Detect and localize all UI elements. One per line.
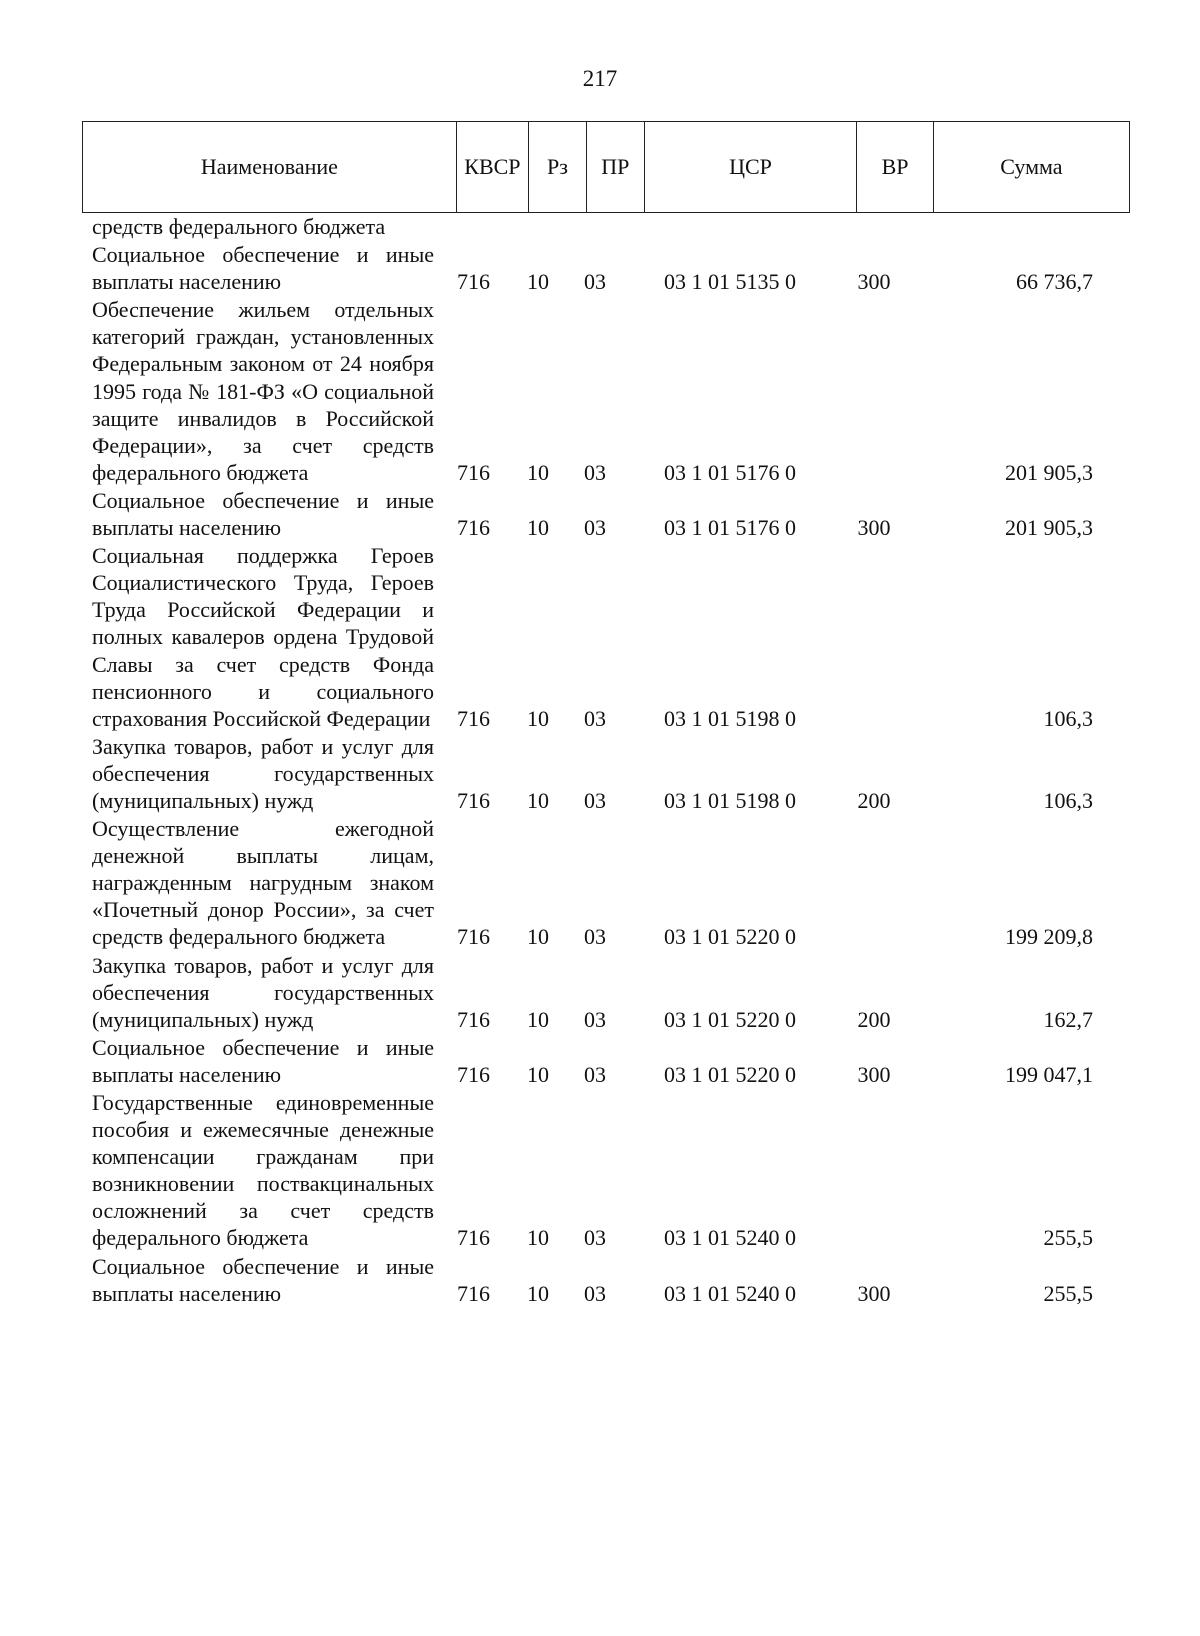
row-csr: 03 1 01 5198 0: [664, 787, 796, 813]
row-name: Закупка товаров, работ и услуг для обеспечения государственных (муниципальных) нужд: [92, 733, 434, 813]
row-vr: 200: [857, 787, 891, 813]
row-csr: 03 1 01 5198 0: [664, 705, 796, 731]
table-row: [82, 1253, 1130, 1307]
row-name: Социальная поддержка Героев Социалистического Труда, Героев Труда Российской Федерации и полных кавалеров ордена Трудовой Славы за счет средств Фонда пенсионного и социального страхования Российской Федерации: [92, 543, 434, 731]
row-csr: 03 1 01 5240 0: [664, 1280, 796, 1306]
row-sum: 199 209,8: [1005, 924, 1093, 950]
table-row: [82, 1089, 1130, 1252]
row-csr: 03 1 01 5220 0: [664, 1006, 796, 1032]
row-rz: 10: [527, 1061, 549, 1087]
row-sum: 66 736,7: [1016, 269, 1093, 295]
row-vr: 300: [857, 269, 891, 295]
row-pr: 03: [584, 515, 606, 541]
row-kvsr: 716: [457, 459, 490, 485]
row-vr: 300: [857, 515, 891, 541]
row-name: Социальное обеспечение и иные выплаты населению: [92, 487, 434, 541]
row-csr: 03 1 01 5135 0: [664, 269, 796, 295]
table-row: [82, 542, 1130, 732]
row-rz: 10: [527, 1225, 549, 1251]
row-csr: 03 1 01 5240 0: [664, 1225, 796, 1251]
row-pr: 03: [584, 924, 606, 950]
row-rz: 10: [527, 459, 549, 485]
row-vr: 200: [857, 1006, 891, 1032]
row-pr: 03: [584, 705, 606, 731]
column-header-vr: ВР: [857, 122, 933, 213]
row-pr: 03: [584, 1280, 606, 1306]
row-kvsr: 716: [457, 1061, 490, 1087]
column-header-rz: Рз: [529, 122, 587, 213]
row-pr: 03: [584, 1006, 606, 1032]
column-header-kvsr: КВСР: [456, 122, 528, 213]
row-sum: 199 047,1: [1005, 1061, 1093, 1087]
row-name: Социальное обеспечение и иные выплаты населению: [92, 242, 434, 295]
row-kvsr: 716: [457, 515, 490, 541]
row-rz: 10: [527, 924, 549, 950]
table-rows: [82, 241, 1130, 1307]
table-body: [82, 213, 1130, 1308]
row-sum: 201 905,3: [1005, 515, 1093, 541]
row-sum: 255,5: [1043, 1225, 1093, 1251]
row-kvsr: 716: [457, 787, 490, 813]
table-row: [82, 1034, 1130, 1088]
row-rz: 10: [527, 269, 549, 295]
row-kvsr: 716: [457, 924, 490, 950]
column-header-pr: ПР: [586, 122, 644, 213]
table-row: [82, 241, 1130, 295]
row-vr: 300: [857, 1280, 891, 1306]
table-row: [82, 296, 1130, 486]
table-row-continuation: [82, 213, 1130, 240]
row-csr: 03 1 01 5176 0: [664, 459, 796, 485]
row-csr: 03 1 01 5220 0: [664, 1061, 796, 1087]
row-rz: 10: [527, 1006, 549, 1032]
row-name: Осуществление ежегодной денежной выплаты лицам, награжденным нагрудным знаком «Почетный донор России», за счет средств федерального бюджета: [92, 816, 434, 950]
row-rz: 10: [527, 705, 549, 731]
row-name: Социальное обеспечение и иные выплаты населению: [92, 1034, 434, 1087]
table-row: [82, 952, 1130, 1033]
row-sum: 106,3: [1043, 705, 1093, 731]
row-sum: 201 905,3: [1005, 459, 1093, 485]
row-pr: 03: [584, 269, 606, 295]
column-header-name: Наименование: [83, 122, 457, 213]
row-rz: 10: [527, 515, 549, 541]
row-kvsr: 716: [457, 1280, 490, 1306]
page-number: 217: [582, 66, 618, 91]
row-name: Обеспечение жильем отдельных категорий граждан, установленных Федеральным законом от 24 ноября 1995 года № 181-ФЗ «О социальной защите инвалидов в Российской Федерации», за счет средств федерального бюджета: [92, 297, 434, 485]
table-row: [82, 487, 1130, 541]
row-pr: 03: [584, 1225, 606, 1251]
row-sum: 106,3: [1043, 787, 1093, 813]
row-csr: 03 1 01 5176 0: [664, 515, 796, 541]
row-name: Государственные единовременные пособия и ежемесячные денежные компенсации гражданам при возникновении поствакцинальных осложнений за счет средств федерального бюджета: [92, 1090, 434, 1251]
table-header: [82, 121, 1130, 213]
row-pr: 03: [584, 1061, 606, 1087]
row-rz: 10: [527, 787, 549, 813]
row-name: Социальное обеспечение и иные выплаты населению: [92, 1253, 434, 1306]
row-kvsr: 716: [457, 269, 490, 295]
row-rz: 10: [527, 1280, 549, 1306]
column-header-csr: ЦСР: [644, 122, 857, 213]
row-name: Закупка товаров, работ и услуг для обеспечения государственных (муниципальных) нужд: [92, 952, 434, 1032]
row-vr: 300: [857, 1061, 891, 1087]
table-row: [82, 815, 1130, 950]
row-kvsr: 716: [457, 705, 490, 731]
table-row: [82, 733, 1130, 814]
row-kvsr: 716: [457, 1006, 490, 1032]
row-pr: 03: [584, 459, 606, 485]
column-header-sum: Сумма: [933, 122, 1129, 213]
row-sum: 162,7: [1043, 1006, 1093, 1032]
continuation-text: средств федерального бюджета: [92, 214, 386, 239]
row-pr: 03: [584, 787, 606, 813]
row-sum: 255,5: [1043, 1280, 1093, 1306]
row-csr: 03 1 01 5220 0: [664, 924, 796, 950]
row-kvsr: 716: [457, 1225, 490, 1251]
